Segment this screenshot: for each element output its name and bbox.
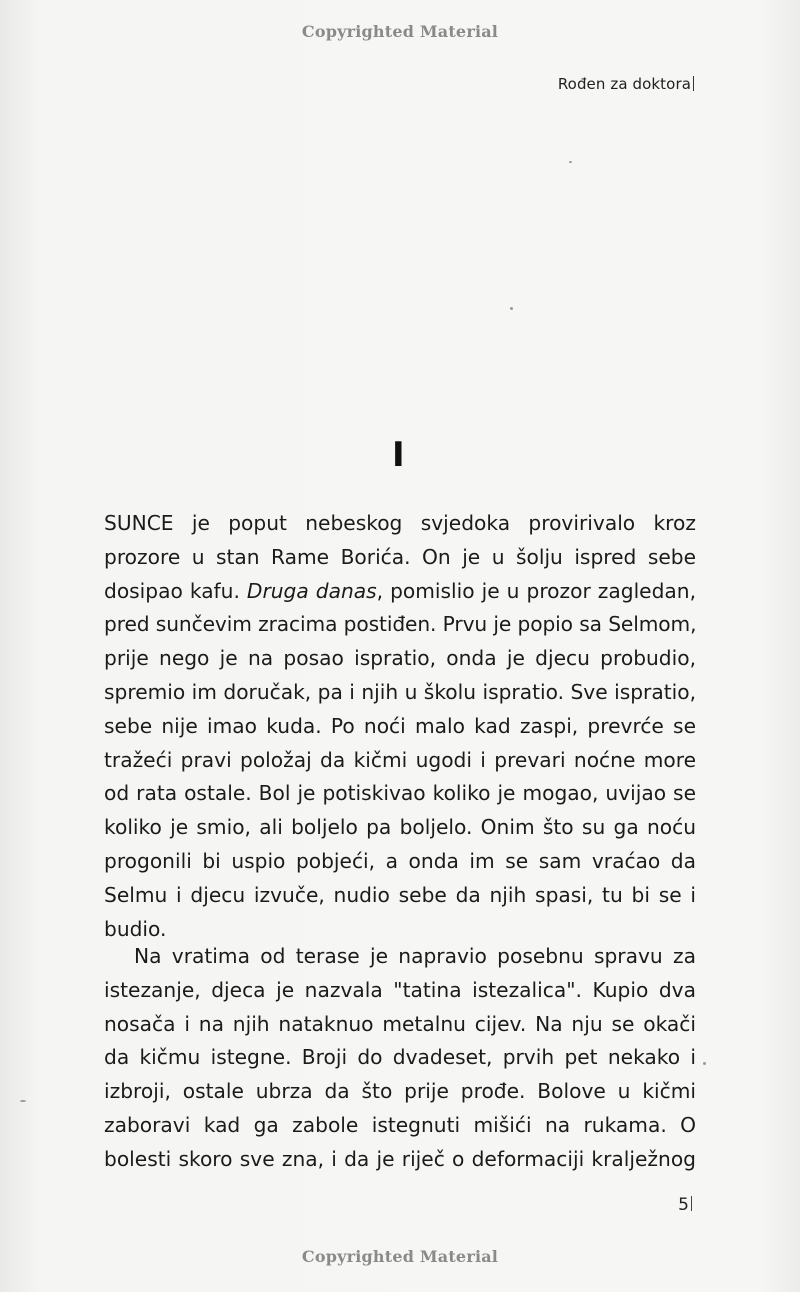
scan-speck: [20, 1100, 26, 1102]
italic-phrase: Druga danas: [246, 578, 377, 603]
paragraph-1: [104, 507, 696, 946]
text-line: izbroji, ostale ubrza da što prije prođe. Bolove u kičmi: [104, 1079, 696, 1104]
text-line: progonili bi uspio pobjeći, a onda im se sam vraćao da: [104, 848, 696, 873]
text-line: istezanje, djeca je nazvala "tatina istezalica". Kupio dva: [104, 977, 696, 1002]
page-number: [678, 1195, 692, 1215]
text-line-start: dosipao kafu.: [104, 578, 240, 603]
text-line: Selmu i djecu izvuče, nudio sebe da njih spasi, tu bi se i: [104, 882, 696, 907]
folio-rule: [691, 1196, 692, 1211]
chapter-number: I: [392, 435, 404, 475]
text-line: zaboravi kad ga zabole istegnuti mišići na rukama. O: [104, 1112, 696, 1137]
text-line: budio.: [104, 916, 167, 941]
text-line: pred sunčevim zracima postiđen. Prvu je popio sa Selmom,: [104, 612, 697, 637]
scan-speck: [703, 1062, 706, 1065]
text-line: [104, 575, 696, 609]
text-line: tražeći pravi položaj da kičmi ugodi i prevari noćne more: [104, 747, 696, 772]
text-line-rest: , pomislio je u prozor zagledan,: [376, 578, 697, 603]
text-line: koliko je smio, ali boljelo pa boljelo. Onim što su ga noću: [104, 815, 696, 840]
running-header: [558, 75, 694, 93]
text-line: prozore u stan Rame Borića. On je u šolju ispred sebe: [104, 544, 696, 569]
text-line: bolesti skoro sve zna, i da je riječ o deformaciji kralježnog: [104, 1146, 696, 1171]
page-number-value: 5: [678, 1195, 689, 1215]
scan-speck: [510, 307, 513, 310]
running-title: Rođen za doktora: [557, 75, 691, 93]
paragraph-2: [104, 940, 696, 1177]
header-rule: [693, 76, 694, 91]
scan-speck: [569, 161, 572, 163]
text-line: sebe nije imao kuda. Po noći malo kad zaspi, prevrće se: [104, 713, 696, 738]
text-line: od rata ostale. Bol je potiskivao koliko je mogao, uvijao se: [104, 781, 696, 806]
text-line: SUNCE je poput nebeskog svjedoka provirivalo kroz: [104, 511, 696, 535]
copyright-watermark-bottom: Copyrighted Material: [301, 1247, 499, 1266]
text-line: da kičmu istegne. Broji do dvadeset, prvih pet nekako i: [104, 1045, 696, 1070]
text-line: Na vratima od terase je napravio posebnu spravu za: [134, 944, 696, 968]
text-line: spremio im doručak, pa i njih u školu ispratio. Sve ispratio,: [104, 679, 696, 704]
text-line: prije nego je na posao ispratio, onda je djecu probudio,: [104, 646, 696, 671]
copyright-watermark-top: Copyrighted Material: [301, 22, 499, 41]
text-line: nosača i na njih nataknuo metalnu cijev. Na nju se okači: [104, 1011, 696, 1036]
